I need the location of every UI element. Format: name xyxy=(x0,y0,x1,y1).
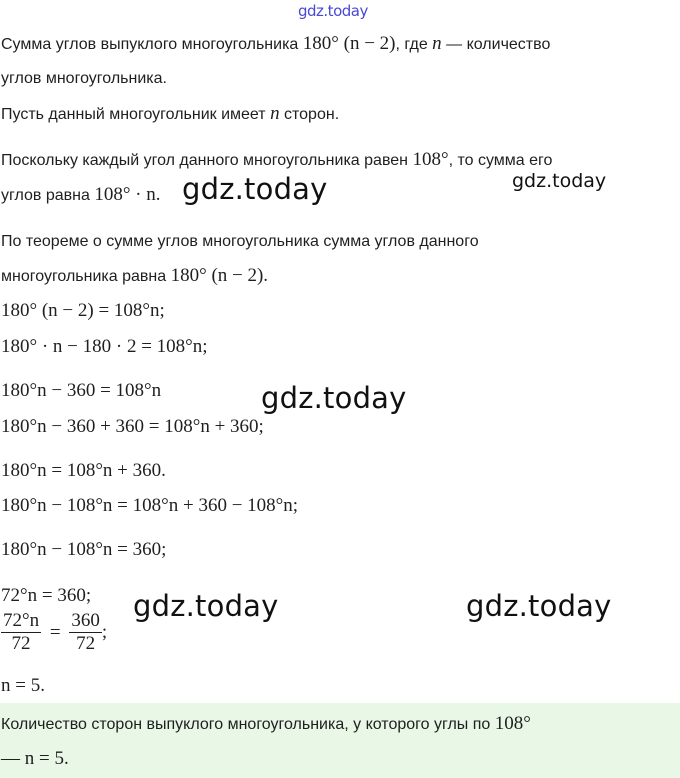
answer-line1 xyxy=(1,714,531,735)
text: Сумма углов выпуклого многоугольника xyxy=(1,36,303,53)
paragraph-theorem-line2 xyxy=(1,266,268,287)
equation-1: 180° (n − 2) = 108°n; xyxy=(1,300,165,321)
equation-2: 180° · n − 180 · 2 = 108°n; xyxy=(1,336,208,357)
paragraph-angle-sum xyxy=(1,34,550,55)
watermark: gdz.today xyxy=(182,172,328,206)
paragraph-theorem: По теореме о сумме углов многоугольника сумма углов данного xyxy=(1,233,479,250)
watermark: gdz.today xyxy=(133,589,279,623)
formula: 108° · n. xyxy=(94,184,161,205)
fraction-right xyxy=(69,610,102,655)
equation-6: 180°n − 108°n = 108°n + 360 − 108°n; xyxy=(1,495,299,516)
equation-result: n = 5. xyxy=(1,675,45,696)
watermark-top: gdz.today xyxy=(298,2,368,20)
fraction-left-numerator: 72°n xyxy=(3,610,40,631)
variable-n: n xyxy=(270,103,280,124)
equation-4: 180°n − 360 + 360 = 108°n + 360; xyxy=(1,416,264,437)
text: , где xyxy=(395,36,433,53)
text: Количество сторон выпуклого многоугольника, у которого углы по xyxy=(1,716,495,733)
text: многоугольника равна xyxy=(1,268,171,285)
answer-line2: — n = 5. xyxy=(1,748,69,769)
text: , то сумма его xyxy=(448,152,553,169)
watermark: gdz.today xyxy=(261,381,407,415)
paragraph-each-angle-line2 xyxy=(1,185,161,206)
text: — количество xyxy=(441,36,551,53)
watermark: gdz.today xyxy=(466,589,612,623)
equation-3: 180°n − 360 = 108°n xyxy=(1,380,162,401)
paragraph-each-angle xyxy=(1,150,552,171)
text: Пусть данный многоугольник имеет xyxy=(1,106,271,123)
equation-5: 180°n = 108°n + 360. xyxy=(1,460,166,481)
equals-sign: = xyxy=(49,621,61,643)
text: углов равна xyxy=(1,187,95,204)
semicolon: ; xyxy=(101,621,108,643)
fraction-right-numerator: 360 xyxy=(71,610,100,631)
text: Поскольку каждый угол данного многоугольника равен xyxy=(1,152,413,169)
variable-n: n xyxy=(432,33,442,54)
watermark: gdz.today xyxy=(512,170,607,192)
text: сторон. xyxy=(279,106,340,123)
equation-8: 72°n = 360; xyxy=(1,585,92,606)
paragraph-let-n-sides xyxy=(1,104,339,125)
equation-7: 180°n − 108°n = 360; xyxy=(1,539,167,560)
formula: 180° (n − 2). xyxy=(170,265,269,286)
formula: 180° (n − 2) xyxy=(302,33,396,54)
formula: 108° xyxy=(412,149,449,170)
answer-block xyxy=(0,703,680,778)
formula: 108° xyxy=(494,713,531,734)
fraction-left xyxy=(1,610,41,655)
equation-fraction xyxy=(1,610,107,655)
fraction-left-denominator: 72 xyxy=(11,633,31,654)
paragraph-angle-sum-line2: углов многоугольника. xyxy=(1,70,167,87)
fraction-right-denominator: 72 xyxy=(76,633,96,654)
